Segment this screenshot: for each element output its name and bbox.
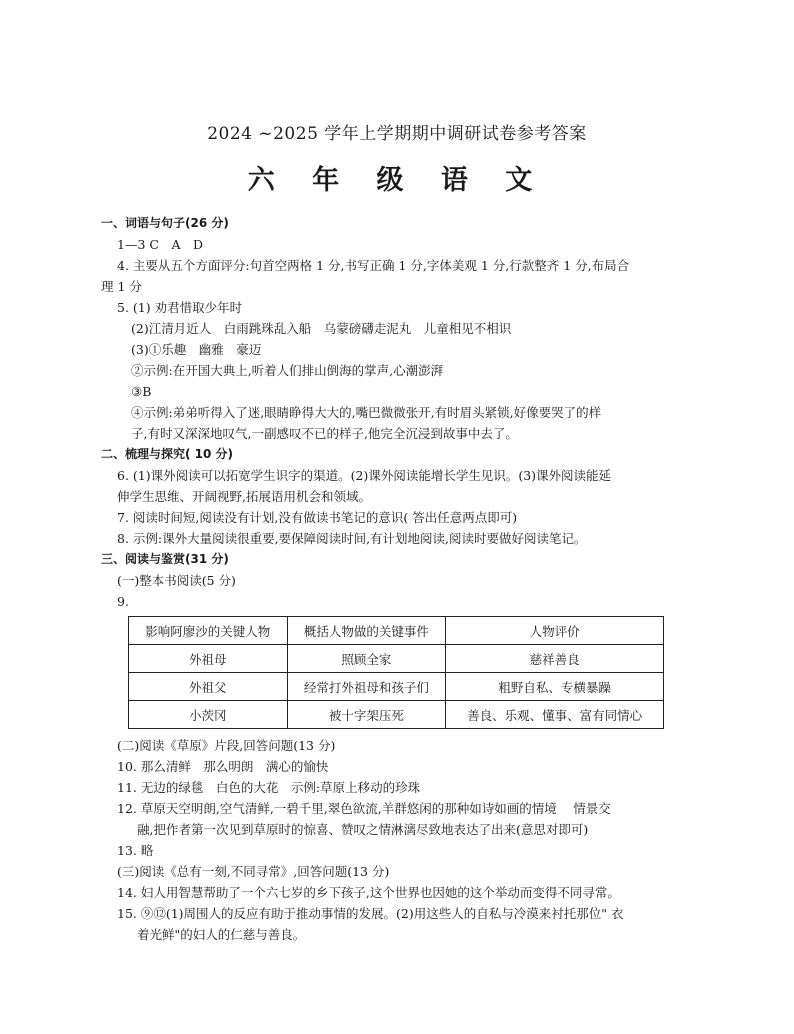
answer-line: 理 1 分 bbox=[101, 279, 142, 294]
answer-line: 1—3 C A D bbox=[117, 237, 203, 252]
answer-line: 伸学生思维、开阔视野,拓展语用机会和领域。 bbox=[117, 489, 371, 504]
answer-line: ③B bbox=[131, 384, 152, 399]
answer-line: ④示例:弟弟听得入了迷,眼睛睁得大大的,嘴巴微微张开,有时眉头紧锁,好像要哭了的样 bbox=[131, 405, 602, 420]
table-header-row bbox=[129, 617, 664, 645]
table-cell: 慈祥善良 bbox=[446, 645, 664, 673]
document-title: 2024 ~2025 学年上学期期中调研试卷参考答案 bbox=[207, 124, 587, 144]
answer-line: 着光鲜"的妇人的仁慈与善良。 bbox=[137, 927, 306, 942]
table-cell: 善良、乐观、懂事、富有同情心 bbox=[446, 701, 664, 729]
answer-line: 9. bbox=[117, 594, 129, 609]
answer-line: 8. 示例:课外大量阅读很重要,要保障阅读时间,有计划地阅读,阅读时要做好阅读笔记。 bbox=[117, 531, 587, 546]
answer-line: 4. 主要从五个方面评分:句首空两格 1 分,书写正确 1 分,字体美观 1 分,行款整齐 1 分,布局合 bbox=[117, 258, 630, 273]
table-header-cell: 概括人物做的关键事件 bbox=[287, 617, 446, 645]
character-table bbox=[128, 616, 664, 729]
table-header-cell: 影响阿廖沙的关键人物 bbox=[129, 617, 288, 645]
answer-line: 6. (1)课外阅读可以拓宽学生识字的渠道。(2)课外阅读能增长学生见识。(3)课外阅读能延 bbox=[117, 468, 612, 483]
subsection-heading: (二)阅读《草原》片段,回答问题(13 分) bbox=[117, 738, 336, 753]
answer-line: 融,把作者第一次见到草原时的惊喜、赞叹之情淋漓尽致地表达了出来(意思对即可) bbox=[137, 822, 589, 837]
document-subtitle: 六 年 级 语 文 bbox=[247, 165, 547, 196]
answer-line: 11. 无边的绿毯 白色的大花 示例:草原上移动的珍珠 bbox=[117, 780, 421, 795]
answer-line: 10. 那么清鲜 那么明朗 满心的愉快 bbox=[117, 759, 329, 774]
answer-line: 5. (1) 劝君惜取少年时 bbox=[117, 300, 243, 315]
answer-content bbox=[101, 213, 681, 945]
subsection-heading: (三)阅读《总有一刻,不同寻常》,回答问题(13 分) bbox=[117, 864, 390, 879]
table-cell: 粗野自私、专横暴躁 bbox=[446, 673, 664, 701]
answer-line: 15. ⑨⑫(1)周围人的反应有助于推动事情的发展。(2)用这些人的自私与冷漠来衬托那位" 衣 bbox=[117, 906, 624, 921]
answer-line: 14. 妇人用智慧帮助了一个六七岁的乡下孩子,这个世界也因她的这个举动而变得不同寻常。 bbox=[117, 885, 620, 900]
section-heading-1: 一、词语与句子(26 分) bbox=[101, 216, 229, 230]
table-header-cell: 人物评价 bbox=[446, 617, 664, 645]
table-row bbox=[129, 673, 664, 701]
answer-line: ②示例:在开国大典上,听着人们排山倒海的掌声,心潮澎湃 bbox=[131, 363, 444, 378]
table-cell: 照顾全家 bbox=[287, 645, 446, 673]
table-row bbox=[129, 701, 664, 729]
table-cell: 外祖父 bbox=[129, 673, 288, 701]
table-cell: 经常打外祖母和孩子们 bbox=[287, 673, 446, 701]
answer-line: (3)①乐趣 幽雅 豪迈 bbox=[131, 342, 262, 357]
table-row bbox=[129, 645, 664, 673]
answer-line: 子,有时又深深地叹气,一副感叹不已的样子,他完全沉浸到故事中去了。 bbox=[131, 426, 518, 441]
subsection-heading: (一)整本书阅读(5 分) bbox=[117, 573, 236, 588]
table-cell: 被十字架压死 bbox=[287, 701, 446, 729]
section-heading-2: 二、梳理与探究( 10 分) bbox=[101, 447, 234, 461]
answer-line: 7. 阅读时间短,阅读没有计划,没有做读书笔记的意识( 答出任意两点即可) bbox=[117, 510, 518, 525]
answer-line: (2)江清月近人 白雨跳珠乱入船 乌蒙磅礴走泥丸 儿童相见不相识 bbox=[131, 321, 512, 336]
section-heading-3: 三、阅读与鉴赏(31 分) bbox=[101, 552, 229, 566]
table-cell: 外祖母 bbox=[129, 645, 288, 673]
answer-line: 13. 略 bbox=[117, 843, 154, 858]
answer-line: 12. 草原天空明朗,空气清鲜,一碧千里,翠色欲流,羊群悠闲的那种如诗如画的情境 情景交 bbox=[117, 801, 611, 816]
table-cell: 小茨冈 bbox=[129, 701, 288, 729]
